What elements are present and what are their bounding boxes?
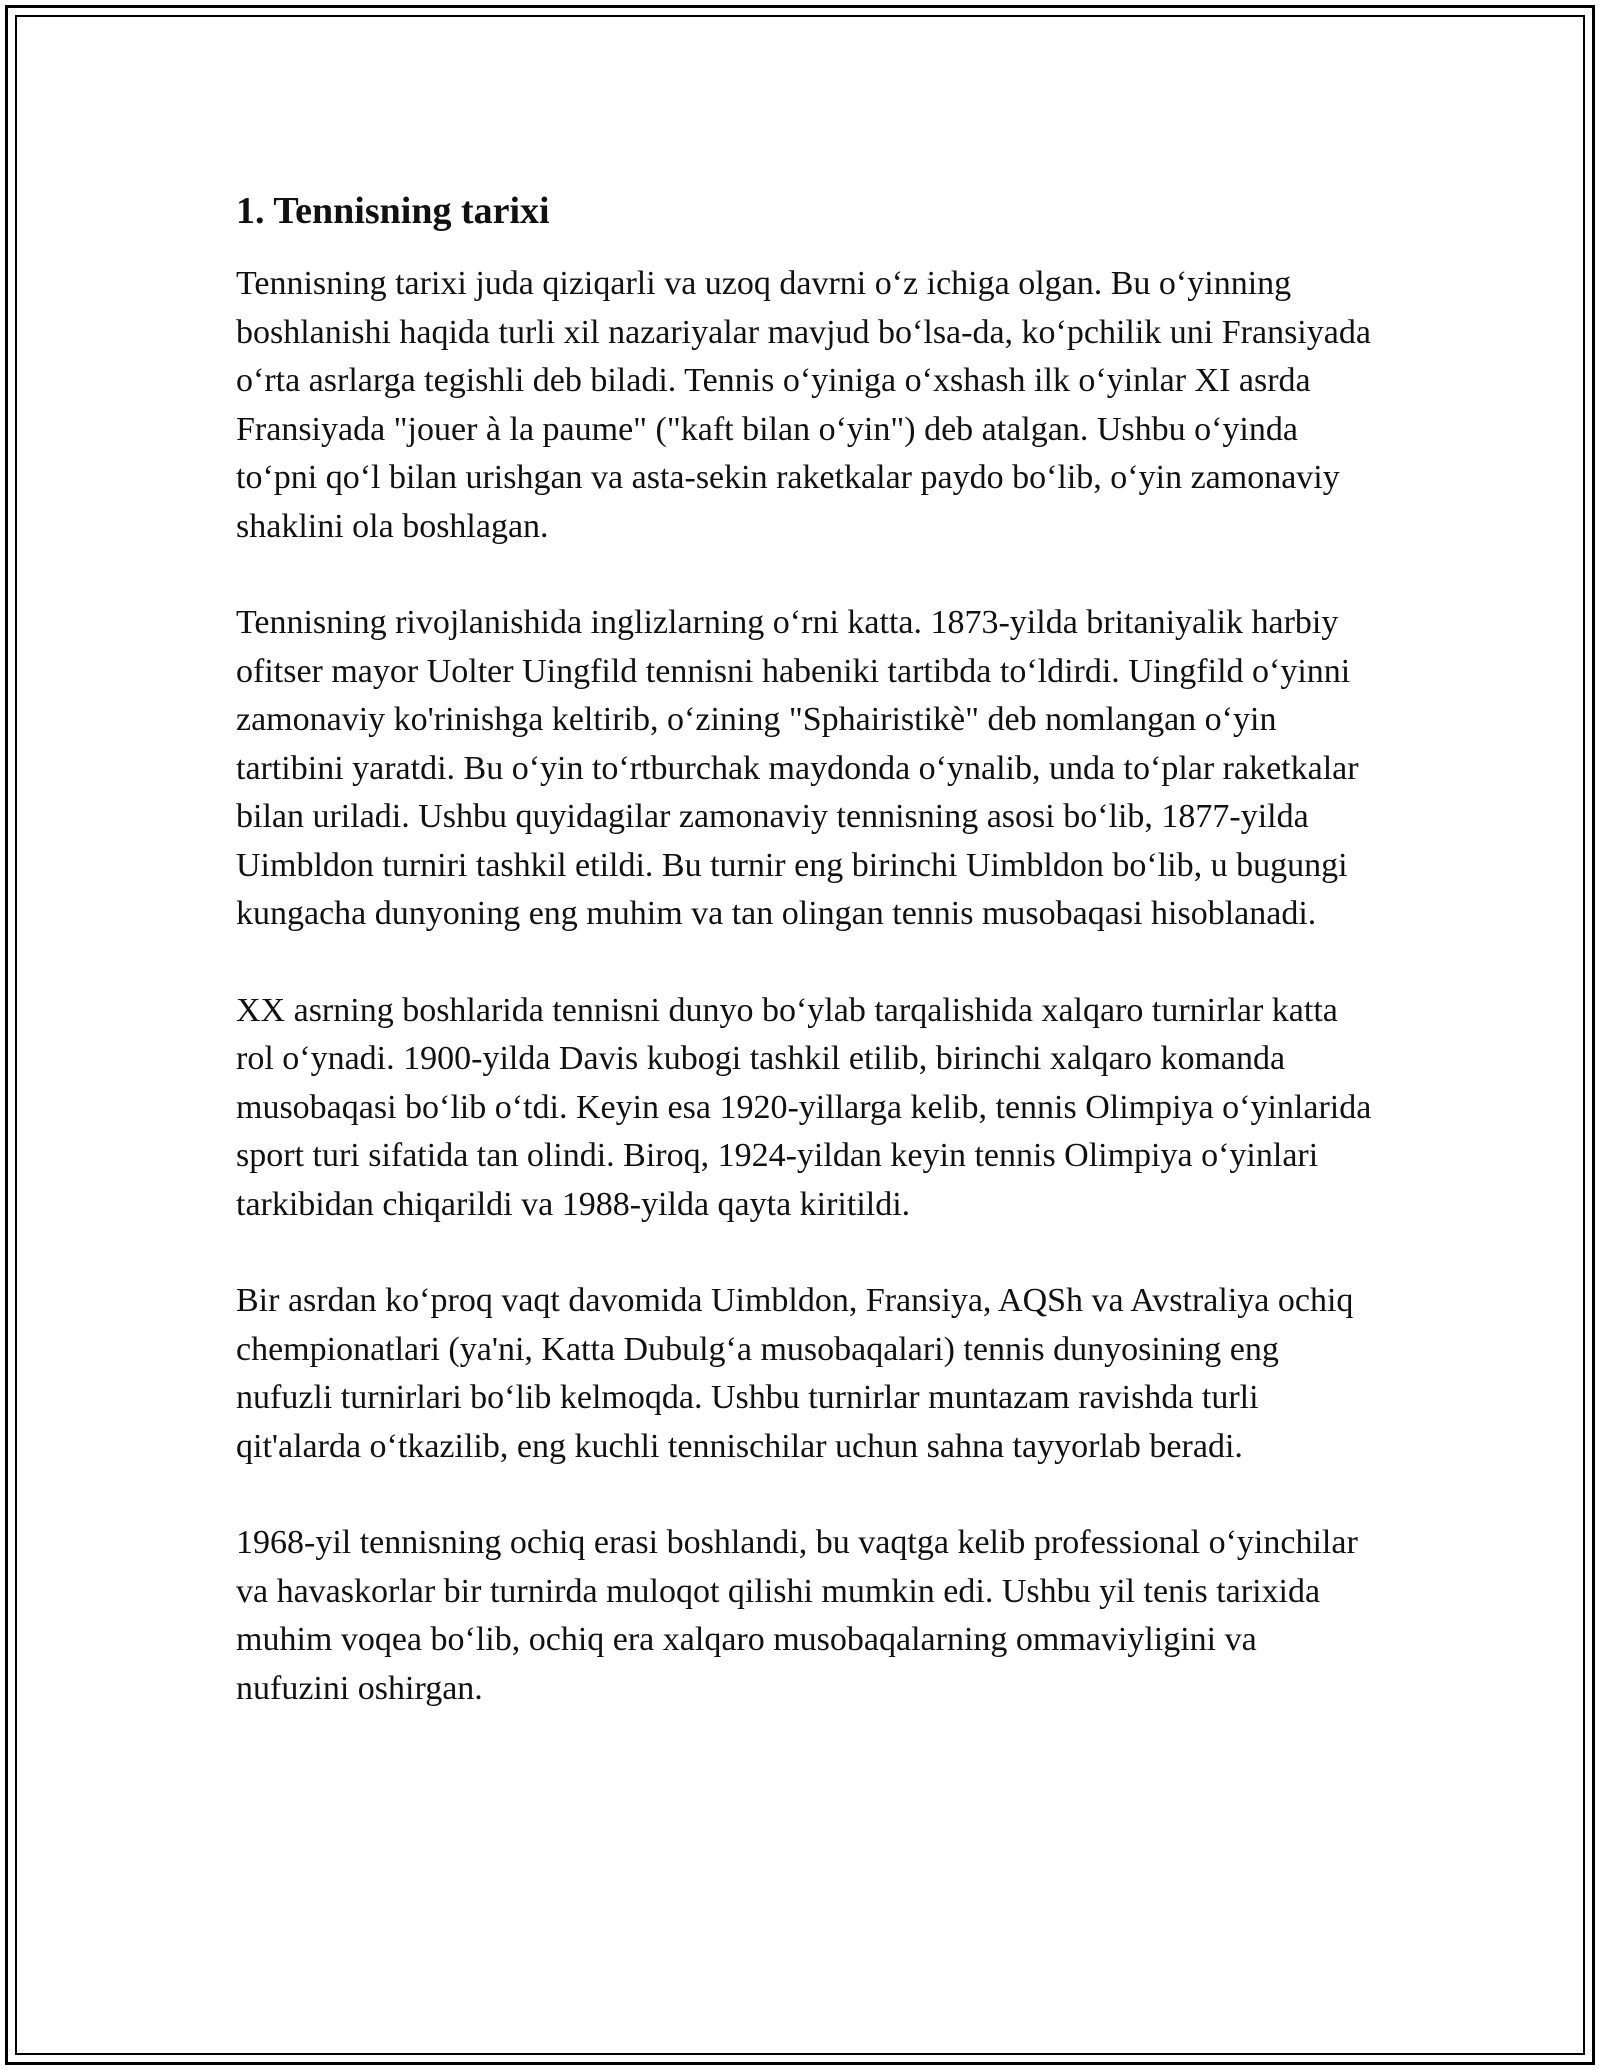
paragraph-twentieth-century: XX asrning boshlarida tennisni dunyo bo‘ylab tarqalishida xalqaro turnirlar katta rol o‘ynadi. 1900-yilda Davis kubogi tashkil etilib, birinchi xalqaro komanda musobaqasi bo‘lib o‘tdi. Keyin esa 1920-yillarga kelib, tennis Olimpiya o‘yinlarida sport turi sifatida tan olindi. Biroq, 1924-yildan keyin tennis Olimpiya o‘yinlari tarkibidan chiqarildi va 1988-yilda qayta kiritildi. [236,991,1372,1223]
section-heading: 1. Tennisning tarixi [236,190,550,232]
paragraph-england: Tennisning rivojlanishida inglizlarning o‘rni katta. 1873-yilda britaniyalik harbiy ofitser mayor Uolter Uingfild tennisni habeniki tartibda to‘ldirdi. Uingfild o‘yinni zamonaviy ko'rinishga keltirib, o‘zining "Sphairistikè" deb nomlangan o‘yin tartibini yaratdi. Bu o‘yin to‘rtburchak maydonda o‘ynalib, unda to‘plar raketkalar bilan uriladi. Ushbu quyidagilar zamonaviy tennisning asosi bo‘lib, 1877-yilda Uimbldon turniri tashkil etildi. Bu turnir eng birinchi Uimbldon bo‘lib, u bugungi kungacha dunyoning eng muhim va tan olingan tennis musobaqasi hisoblanadi. [236,604,1359,932]
paragraph-open-era: 1968-yil tennisning ochiq erasi boshlandi, bu vaqtga kelib professional o‘yinchilar va havaskorlar bir turnirda muloqot qilishi mumkin edi. Ushbu yil tenis tarixida muhim voqea bo‘lib, ochiq era xalqaro musobaqalarning ommaviyligini va nufuzini oshirgan. [236,1524,1358,1707]
document-body [236,186,1376,1761]
paragraph-grand-slams: Bir asrdan ko‘proq vaqt davomida Uimbldon, Fransiya, AQSh va Avstraliya ochiq chempionatlari (ya'ni, Katta Dubulg‘a musobaqalari) tennis dunyosining eng nufuzli turnirlari bo‘lib kelmoqda. Ushbu turnirlar muntazam ravishda turli qit'alarda o‘tkazilib, eng kuchli tennischilar uchun sahna tayyorlab beradi. [236,1282,1354,1465]
paragraph-origins: Tennisning tarixi juda qiziqarli va uzoq davrni o‘z ichiga olgan. Bu o‘yinning boshlanishi haqida turli xil nazariyalar mavjud bo‘lsa-da, ko‘pchilik uni Fransiyada o‘rta asrlarga tegishli deb biladi. Tennis o‘yiniga o‘xshash ilk o‘yinlar XI asrda Fransiyada "jouer à la paume" ("kaft bilan o‘yin") deb atalgan. Ushbu o‘yinda to‘pni qo‘l bilan urishgan va asta-sekin raketkalar paydo bo‘lib, o‘yin zamonaviy shaklini ola boshlagan. [236,265,1371,545]
